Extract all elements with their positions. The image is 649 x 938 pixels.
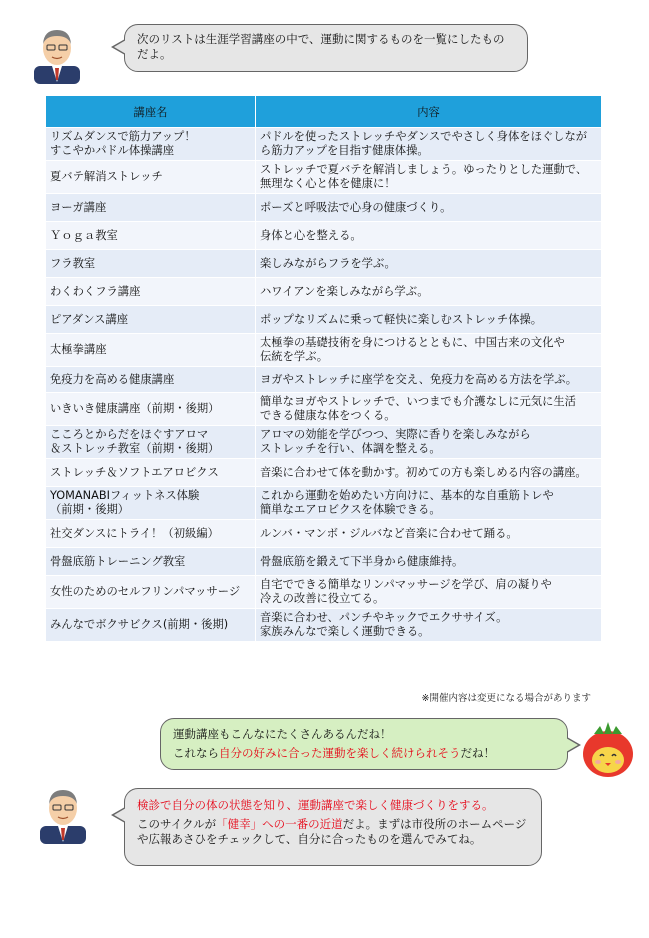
course-content-cell: 楽しみながらフラを学ぶ。 (256, 250, 602, 278)
course-name-cell: わくわくフラ講座 (46, 278, 256, 306)
course-content-cell: 身体と心を整える。 (256, 222, 602, 250)
table-row (46, 576, 602, 609)
mayor-avatar-icon (26, 22, 88, 84)
course-name-cell: 夏バテ解消ストレッチ (46, 161, 256, 194)
header-course-name: 講座名 (46, 96, 256, 128)
table-row (46, 334, 602, 367)
change-notice: ※開催内容は変更になる場合があります (421, 693, 591, 704)
course-name-cell: 太極拳講座 (46, 334, 256, 367)
mayor-avatar-icon (32, 782, 94, 844)
course-name-cell: 骨盤底筋トレーニング教室 (46, 548, 256, 576)
course-name-cell: 社交ダンスにトライ！（初級編） (46, 520, 256, 548)
course-content-cell: ヨガやストレッチに座学を交え、免疫力を高める方法を学ぶ。 (256, 367, 602, 393)
course-name-cell: 女性のためのセルフリンパマッサージ (46, 576, 256, 609)
table-row (46, 459, 602, 487)
table-row (46, 609, 602, 642)
table-row (46, 194, 602, 222)
course-name-cell: ピアダンス講座 (46, 306, 256, 334)
table-row (46, 128, 602, 161)
course-content-cell: アロマの効能を学びつつ、実際に香りを楽しみながら ストレッチを行い、体調を整える。 (256, 426, 602, 459)
mascot-line-2: これなら自分の好みに合った運動を楽しく続けられそうだね！ (173, 746, 495, 760)
course-content-cell: ハワイアンを楽しみながら学ぶ。 (256, 278, 602, 306)
tomato-mascot-icon (580, 718, 636, 780)
course-content-cell: 簡単なヨガやストレッチで、いつまでも介護なしに元気に生活 できる健康な体をつくる。 (256, 393, 602, 426)
course-name-cell: ストレッチ＆ソフトエアロビクス (46, 459, 256, 487)
intro-text: 次のリストは生涯学習講座の中で、運動に関するものを一覧にしたものだよ。 (137, 32, 505, 61)
table-row (46, 393, 602, 426)
course-name-cell: 免疫力を高める健康講座 (46, 367, 256, 393)
table-row (46, 278, 602, 306)
course-content-cell: パドルを使ったストレッチやダンスでやさしく身体をほぐしながら筋力アップを目指す健康体操。 (256, 128, 602, 161)
course-name-cell: フラ教室 (46, 250, 256, 278)
course-name-cell: ヨーガ講座 (46, 194, 256, 222)
table-row (46, 306, 602, 334)
course-content-cell: 音楽に合わせ、パンチやキックでエクササイズ。 家族みんなで楽しく運動できる。 (256, 609, 602, 642)
table-row (46, 161, 602, 194)
closing-line-1: 検診で自分の体の状態を知り、運動講座で楽しく健康づくりをする。 (137, 798, 494, 812)
course-name-cell: Ｙｏｇａ教室 (46, 222, 256, 250)
course-name-cell: みんなでボクサビクス(前期・後期) (46, 609, 256, 642)
mascot-speech-bubble (160, 718, 568, 770)
course-content-cell: ストレッチで夏バテを解消しましょう。ゆったりとした運動で、無理なく心と体を健康に！ (256, 161, 602, 194)
course-name-cell: YOMANABIフィットネス体験 （前期・後期） (46, 487, 256, 520)
course-name-cell: リズムダンスで筋力アップ！ すこやかパドル体操講座 (46, 128, 256, 161)
intro-speech-bubble (124, 24, 528, 72)
course-content-cell: ポーズと呼吸法で心身の健康づくり。 (256, 194, 602, 222)
table-row (46, 426, 602, 459)
course-content-cell: 音楽に合わせて体を動かす。初めての方も楽しめる内容の講座。 (256, 459, 602, 487)
table-row (46, 487, 602, 520)
mascot-line-1: 運動講座もこんなにたくさんあるんだね！ (173, 727, 392, 741)
closing-line-2: このサイクルが「健幸」への一番の近道だよ。まずは市役所のホームページや広報あさひをチェックして、自分に合ったものを選んでみてね。 (137, 817, 527, 846)
course-content-cell: ルンバ・マンボ・ジルバなど音楽に合わせて踊る。 (256, 520, 602, 548)
course-content-cell: 骨盤底筋を鍛えて下半身から健康維持。 (256, 548, 602, 576)
course-content-cell: ポップなリズムに乗って軽快に楽しむストレッチ体操。 (256, 306, 602, 334)
table-row (46, 548, 602, 576)
header-content: 内容 (256, 96, 602, 128)
table-row (46, 222, 602, 250)
course-name-cell: いきいき健康講座（前期・後期） (46, 393, 256, 426)
course-content-cell: これから運動を始めたい方向けに、基本的な自重筋トレや 簡単なエアロビクスを体験できる。 (256, 487, 602, 520)
table-row (46, 367, 602, 393)
course-name-cell: こころとからだをほぐすアロマ ＆ストレッチ教室（前期・後期） (46, 426, 256, 459)
course-content-cell: 自宅でできる簡単なリンパマッサージを学び、肩の凝りや 冷えの改善に役立てる。 (256, 576, 602, 609)
course-table (45, 95, 602, 642)
table-row (46, 250, 602, 278)
table-header-row (46, 96, 602, 128)
closing-speech-bubble (124, 788, 542, 866)
course-content-cell: 太極拳の基礎技術を身につけるとともに、中国古来の文化や 伝統を学ぶ。 (256, 334, 602, 367)
table-row (46, 520, 602, 548)
